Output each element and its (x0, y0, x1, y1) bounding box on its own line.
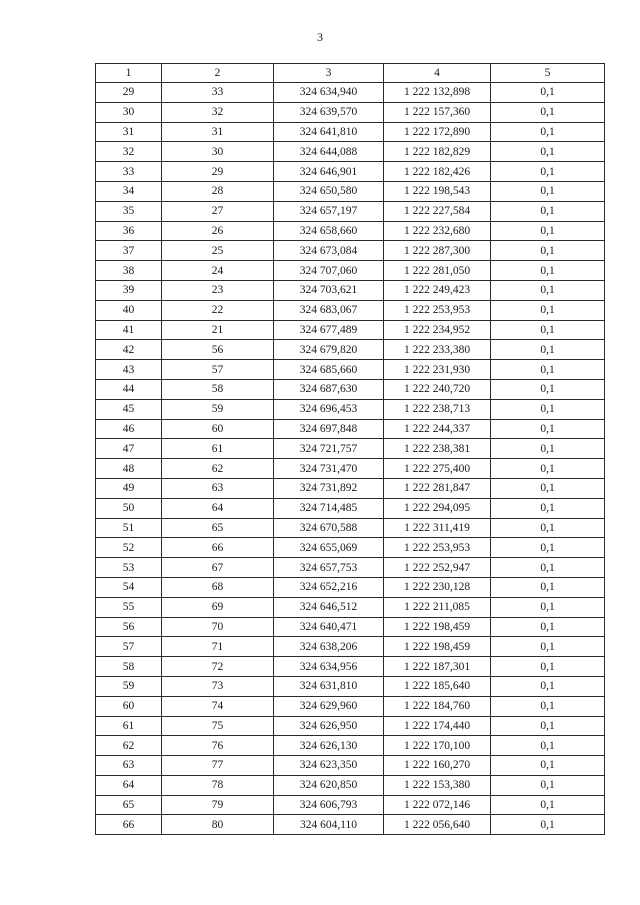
accuracy-cell: 0,1 (491, 379, 605, 399)
coordinates-table-body (96, 64, 605, 835)
x-coordinate-cell: 324 629,960 (274, 696, 384, 716)
y-coordinate-cell: 1 222 238,713 (384, 399, 491, 419)
table-row (96, 538, 605, 558)
accuracy-cell: 0,1 (491, 399, 605, 419)
y-coordinate-cell: 1 222 056,640 (384, 815, 491, 835)
x-coordinate-cell: 324 731,470 (274, 459, 384, 479)
page-number: 3 (317, 30, 323, 44)
accuracy-cell: 0,1 (491, 122, 605, 142)
source-point-cell: 78 (162, 775, 274, 795)
table-row (96, 162, 605, 182)
source-point-cell: 33 (162, 83, 274, 103)
source-point-cell: 24 (162, 261, 274, 281)
source-point-cell: 56 (162, 340, 274, 360)
source-point-cell: 25 (162, 241, 274, 261)
source-point-cell: 61 (162, 439, 274, 459)
table-row (96, 399, 605, 419)
table-row (96, 201, 605, 221)
table-row (96, 577, 605, 597)
y-coordinate-cell: 1 222 170,100 (384, 736, 491, 756)
table-row (96, 657, 605, 677)
table-row (96, 558, 605, 578)
point-number-cell: 59 (96, 676, 162, 696)
point-number-cell: 34 (96, 181, 162, 201)
y-coordinate-cell: 1 222 244,337 (384, 419, 491, 439)
x-coordinate-cell: 324 685,660 (274, 360, 384, 380)
accuracy-cell: 0,1 (491, 597, 605, 617)
table-row (96, 775, 605, 795)
x-coordinate-cell: 324 687,630 (274, 379, 384, 399)
accuracy-cell: 0,1 (491, 162, 605, 182)
y-coordinate-cell: 1 222 234,952 (384, 320, 491, 340)
point-number-cell: 47 (96, 439, 162, 459)
x-coordinate-cell: 324 644,088 (274, 142, 384, 162)
source-point-cell: 67 (162, 558, 274, 578)
table-row (96, 518, 605, 538)
source-point-cell: 59 (162, 399, 274, 419)
x-coordinate-cell: 324 673,084 (274, 241, 384, 261)
source-point-cell: 65 (162, 518, 274, 538)
x-coordinate-cell: 324 623,350 (274, 756, 384, 776)
y-coordinate-cell: 1 222 198,459 (384, 617, 491, 637)
x-coordinate-cell: 324 639,570 (274, 102, 384, 122)
source-point-cell: 75 (162, 716, 274, 736)
y-coordinate-cell: 1 222 281,050 (384, 261, 491, 281)
y-coordinate-cell: 1 222 311,419 (384, 518, 491, 538)
source-point-cell: 31 (162, 122, 274, 142)
y-coordinate-cell: 1 222 281,847 (384, 478, 491, 498)
x-coordinate-cell: 324 646,901 (274, 162, 384, 182)
point-number-cell: 40 (96, 300, 162, 320)
source-point-cell: 79 (162, 795, 274, 815)
x-coordinate-cell: 324 683,067 (274, 300, 384, 320)
source-point-cell: 71 (162, 637, 274, 657)
point-number-cell: 36 (96, 221, 162, 241)
accuracy-cell: 0,1 (491, 102, 605, 122)
y-coordinate-cell: 1 222 275,400 (384, 459, 491, 479)
table-row (96, 379, 605, 399)
accuracy-cell: 0,1 (491, 795, 605, 815)
accuracy-cell: 0,1 (491, 300, 605, 320)
point-number-cell: 63 (96, 756, 162, 776)
point-number-cell: 31 (96, 122, 162, 142)
point-number-cell: 62 (96, 736, 162, 756)
accuracy-cell: 0,1 (491, 577, 605, 597)
source-point-cell: 32 (162, 102, 274, 122)
x-coordinate-cell: 324 650,580 (274, 181, 384, 201)
x-coordinate-cell: 324 641,810 (274, 122, 384, 142)
point-number-cell: 60 (96, 696, 162, 716)
table-row (96, 478, 605, 498)
coordinates-table (95, 63, 605, 835)
y-coordinate-cell: 1 222 198,459 (384, 637, 491, 657)
source-point-cell: 70 (162, 617, 274, 637)
y-coordinate-cell: 1 222 153,380 (384, 775, 491, 795)
y-coordinate-cell: 1 222 249,423 (384, 280, 491, 300)
x-coordinate-cell: 324 620,850 (274, 775, 384, 795)
accuracy-cell: 0,1 (491, 696, 605, 716)
source-point-cell: 21 (162, 320, 274, 340)
accuracy-cell: 0,1 (491, 439, 605, 459)
point-number-cell: 33 (96, 162, 162, 182)
table-row (96, 676, 605, 696)
table-row (96, 815, 605, 835)
point-number-cell: 54 (96, 577, 162, 597)
y-coordinate-cell: 1 222 182,829 (384, 142, 491, 162)
table-row (96, 340, 605, 360)
accuracy-cell: 0,1 (491, 142, 605, 162)
accuracy-cell: 0,1 (491, 558, 605, 578)
x-coordinate-cell: 324 626,950 (274, 716, 384, 736)
x-coordinate-cell: 324 707,060 (274, 261, 384, 281)
accuracy-cell: 0,1 (491, 498, 605, 518)
table-row (96, 617, 605, 637)
accuracy-cell: 0,1 (491, 736, 605, 756)
source-point-cell: 63 (162, 478, 274, 498)
column-header-3: 3 (274, 64, 384, 83)
table-row (96, 241, 605, 261)
source-point-cell: 23 (162, 280, 274, 300)
table-row (96, 756, 605, 776)
column-header-1: 1 (96, 64, 162, 83)
point-number-cell: 42 (96, 340, 162, 360)
x-coordinate-cell: 324 640,471 (274, 617, 384, 637)
point-number-cell: 29 (96, 83, 162, 103)
x-coordinate-cell: 324 606,793 (274, 795, 384, 815)
source-point-cell: 27 (162, 201, 274, 221)
source-point-cell: 60 (162, 419, 274, 439)
y-coordinate-cell: 1 222 294,095 (384, 498, 491, 518)
x-coordinate-cell: 324 655,069 (274, 538, 384, 558)
table-row (96, 419, 605, 439)
point-number-cell: 65 (96, 795, 162, 815)
y-coordinate-cell: 1 222 132,898 (384, 83, 491, 103)
column-header-4: 4 (384, 64, 491, 83)
column-header-5: 5 (491, 64, 605, 83)
y-coordinate-cell: 1 222 184,760 (384, 696, 491, 716)
y-coordinate-cell: 1 222 174,440 (384, 716, 491, 736)
y-coordinate-cell: 1 222 227,584 (384, 201, 491, 221)
accuracy-cell: 0,1 (491, 716, 605, 736)
table-row (96, 300, 605, 320)
accuracy-cell: 0,1 (491, 775, 605, 795)
accuracy-cell: 0,1 (491, 340, 605, 360)
source-point-cell: 76 (162, 736, 274, 756)
y-coordinate-cell: 1 222 157,360 (384, 102, 491, 122)
table-row (96, 122, 605, 142)
accuracy-cell: 0,1 (491, 241, 605, 261)
source-point-cell: 29 (162, 162, 274, 182)
accuracy-cell: 0,1 (491, 756, 605, 776)
table-row (96, 439, 605, 459)
y-coordinate-cell: 1 222 160,270 (384, 756, 491, 776)
source-point-cell: 74 (162, 696, 274, 716)
point-number-cell: 45 (96, 399, 162, 419)
accuracy-cell: 0,1 (491, 201, 605, 221)
source-point-cell: 22 (162, 300, 274, 320)
table-row (96, 696, 605, 716)
source-point-cell: 26 (162, 221, 274, 241)
table-row (96, 637, 605, 657)
table-row (96, 498, 605, 518)
point-number-cell: 50 (96, 498, 162, 518)
source-point-cell: 28 (162, 181, 274, 201)
y-coordinate-cell: 1 222 185,640 (384, 676, 491, 696)
x-coordinate-cell: 324 731,892 (274, 478, 384, 498)
x-coordinate-cell: 324 626,130 (274, 736, 384, 756)
y-coordinate-cell: 1 222 182,426 (384, 162, 491, 182)
x-coordinate-cell: 324 670,588 (274, 518, 384, 538)
accuracy-cell: 0,1 (491, 676, 605, 696)
y-coordinate-cell: 1 222 187,301 (384, 657, 491, 677)
point-number-cell: 66 (96, 815, 162, 835)
table-row (96, 597, 605, 617)
point-number-cell: 58 (96, 657, 162, 677)
column-header-2: 2 (162, 64, 274, 83)
source-point-cell: 62 (162, 459, 274, 479)
table-row (96, 716, 605, 736)
point-number-cell: 51 (96, 518, 162, 538)
table-row (96, 102, 605, 122)
point-number-cell: 64 (96, 775, 162, 795)
table-header-row (96, 64, 605, 83)
y-coordinate-cell: 1 222 198,543 (384, 181, 491, 201)
y-coordinate-cell: 1 222 238,381 (384, 439, 491, 459)
x-coordinate-cell: 324 714,485 (274, 498, 384, 518)
accuracy-cell: 0,1 (491, 280, 605, 300)
source-point-cell: 80 (162, 815, 274, 835)
y-coordinate-cell: 1 222 230,128 (384, 577, 491, 597)
point-number-cell: 38 (96, 261, 162, 281)
y-coordinate-cell: 1 222 240,720 (384, 379, 491, 399)
accuracy-cell: 0,1 (491, 360, 605, 380)
point-number-cell: 37 (96, 241, 162, 261)
point-number-cell: 49 (96, 478, 162, 498)
accuracy-cell: 0,1 (491, 419, 605, 439)
y-coordinate-cell: 1 222 211,085 (384, 597, 491, 617)
y-coordinate-cell: 1 222 172,890 (384, 122, 491, 142)
y-coordinate-cell: 1 222 231,930 (384, 360, 491, 380)
point-number-cell: 61 (96, 716, 162, 736)
y-coordinate-cell: 1 222 287,300 (384, 241, 491, 261)
point-number-cell: 48 (96, 459, 162, 479)
table-row (96, 261, 605, 281)
point-number-cell: 35 (96, 201, 162, 221)
source-point-cell: 58 (162, 379, 274, 399)
x-coordinate-cell: 324 634,940 (274, 83, 384, 103)
table-row (96, 360, 605, 380)
accuracy-cell: 0,1 (491, 637, 605, 657)
x-coordinate-cell: 324 697,848 (274, 419, 384, 439)
table-row (96, 83, 605, 103)
table-row (96, 181, 605, 201)
accuracy-cell: 0,1 (491, 221, 605, 241)
table-row (96, 142, 605, 162)
x-coordinate-cell: 324 634,956 (274, 657, 384, 677)
point-number-cell: 41 (96, 320, 162, 340)
accuracy-cell: 0,1 (491, 538, 605, 558)
point-number-cell: 32 (96, 142, 162, 162)
x-coordinate-cell: 324 703,621 (274, 280, 384, 300)
point-number-cell: 56 (96, 617, 162, 637)
table-row (96, 280, 605, 300)
x-coordinate-cell: 324 604,110 (274, 815, 384, 835)
x-coordinate-cell: 324 677,489 (274, 320, 384, 340)
source-point-cell: 66 (162, 538, 274, 558)
point-number-cell: 43 (96, 360, 162, 380)
x-coordinate-cell: 324 696,453 (274, 399, 384, 419)
accuracy-cell: 0,1 (491, 815, 605, 835)
point-number-cell: 44 (96, 379, 162, 399)
accuracy-cell: 0,1 (491, 459, 605, 479)
source-point-cell: 69 (162, 597, 274, 617)
y-coordinate-cell: 1 222 252,947 (384, 558, 491, 578)
x-coordinate-cell: 324 646,512 (274, 597, 384, 617)
table-row (96, 736, 605, 756)
source-point-cell: 73 (162, 676, 274, 696)
accuracy-cell: 0,1 (491, 320, 605, 340)
table-row (96, 320, 605, 340)
y-coordinate-cell: 1 222 072,146 (384, 795, 491, 815)
x-coordinate-cell: 324 657,753 (274, 558, 384, 578)
table-row (96, 795, 605, 815)
x-coordinate-cell: 324 631,810 (274, 676, 384, 696)
table-row (96, 459, 605, 479)
source-point-cell: 72 (162, 657, 274, 677)
point-number-cell: 46 (96, 419, 162, 439)
x-coordinate-cell: 324 638,206 (274, 637, 384, 657)
x-coordinate-cell: 324 652,216 (274, 577, 384, 597)
accuracy-cell: 0,1 (491, 261, 605, 281)
point-number-cell: 53 (96, 558, 162, 578)
source-point-cell: 64 (162, 498, 274, 518)
y-coordinate-cell: 1 222 253,953 (384, 300, 491, 320)
table-row (96, 221, 605, 241)
point-number-cell: 57 (96, 637, 162, 657)
accuracy-cell: 0,1 (491, 617, 605, 637)
accuracy-cell: 0,1 (491, 518, 605, 538)
accuracy-cell: 0,1 (491, 83, 605, 103)
source-point-cell: 30 (162, 142, 274, 162)
x-coordinate-cell: 324 679,820 (274, 340, 384, 360)
y-coordinate-cell: 1 222 232,680 (384, 221, 491, 241)
point-number-cell: 52 (96, 538, 162, 558)
y-coordinate-cell: 1 222 233,380 (384, 340, 491, 360)
point-number-cell: 30 (96, 102, 162, 122)
x-coordinate-cell: 324 658,660 (274, 221, 384, 241)
x-coordinate-cell: 324 721,757 (274, 439, 384, 459)
point-number-cell: 39 (96, 280, 162, 300)
source-point-cell: 57 (162, 360, 274, 380)
x-coordinate-cell: 324 657,197 (274, 201, 384, 221)
accuracy-cell: 0,1 (491, 181, 605, 201)
source-point-cell: 68 (162, 577, 274, 597)
point-number-cell: 55 (96, 597, 162, 617)
y-coordinate-cell: 1 222 253,953 (384, 538, 491, 558)
source-point-cell: 77 (162, 756, 274, 776)
accuracy-cell: 0,1 (491, 657, 605, 677)
accuracy-cell: 0,1 (491, 478, 605, 498)
